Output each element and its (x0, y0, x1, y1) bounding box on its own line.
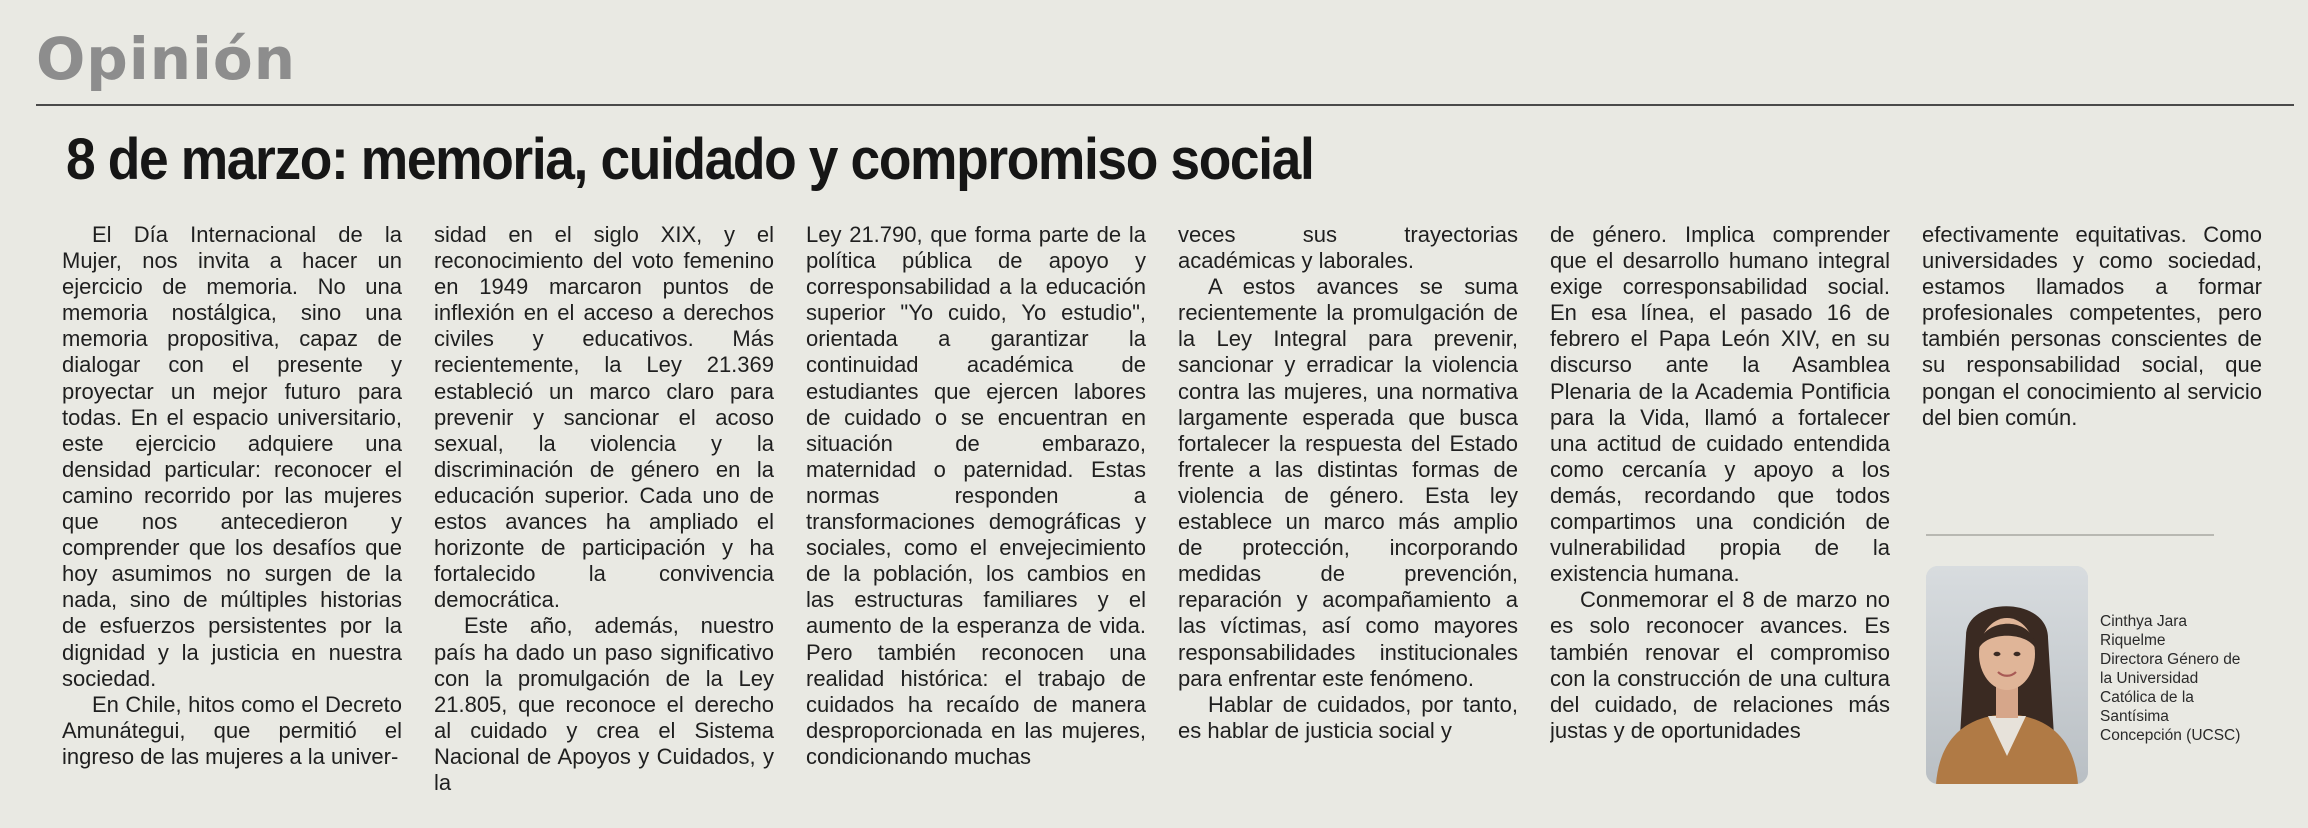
column-1 (62, 222, 402, 814)
paragraph: Este año, además, nuestro país ha dado un paso significativo con la promulgación de la Ley 21.805, que reconoce el derecho al cuidado y crea el Sistema Nacional de Apoyos y Cuidados, y la (434, 613, 774, 795)
author-title-line: la Universidad (2100, 670, 2199, 687)
author-caption (2100, 612, 2280, 745)
author-name-line: Riquelme (2100, 632, 2166, 649)
author-photo (1926, 566, 2088, 784)
column-2 (434, 222, 774, 814)
column-5 (1550, 222, 1890, 814)
paragraph: Conmemorar el 8 de marzo no es solo reconocer avances. Es también renovar el compromiso con la construcción de una cultura del cuidado, de relaciones más justas y de oportunidades (1550, 587, 1890, 743)
paragraph: Hablar de cuidados, por tanto, es hablar de justicia social y (1178, 691, 1518, 743)
section-label: Opinión (36, 25, 297, 93)
headline: 8 de marzo: memoria, cuidado y compromiso social (66, 127, 1314, 192)
paragraph: efectivamente equitativas. Como universidades y como sociedad, estamos llamados a formar profesionales competentes, pero también personas conscientes de su responsabilidad social, que pongan el conocimiento al servicio del bien común. (1922, 222, 2262, 430)
paragraph: El Día Internacional de la Mujer, nos invita a hacer un ejercicio de memoria. No una memoria nostálgica, sino una memoria propositiva, capaz de dialogar con el presente y proyectar un mejor futuro para todas. En el espacio universitario, este ejercicio adquiere una densidad particular: reconocer el camino recorrido por las mujeres que nos antecedieron y comprender que los desafíos que hoy asumimos no surgen de la nada, sino de múltiples historias de esfuerzos persistentes por la dignidad y la justicia en nuestra sociedad. (62, 222, 402, 691)
author-title-line: Directora Género de (2100, 651, 2241, 668)
author-title-line: Católica de la (2100, 689, 2194, 706)
column-3 (806, 222, 1146, 814)
author-name-line: Cinthya Jara (2100, 613, 2188, 630)
paragraph: En Chile, hitos como el Decreto Amunátegui, que permitió el ingreso de las mujeres a la univer- (62, 691, 402, 769)
author-title-line: Santísima (2100, 708, 2169, 725)
column-4 (1178, 222, 1518, 814)
paragraph: A estos avances se suma recientemente la promulgación de la Ley Integral para prevenir, sancionar y erradicar la violencia contra las mujeres, una normativa largamente esperada que busca fortalecer la respuesta del Estado frente a las distintas formas de violencia de género. Esta ley establece un marco más amplio de protección, incorporando medidas de prevención, reparación y acompañamiento a las víctimas, así como mayores responsabilidades institucionales para enfrentar este fenómeno. (1178, 274, 1518, 691)
column-6 (1922, 222, 2262, 522)
paragraph: veces sus trayectorias académicas y laborales. (1178, 222, 1518, 274)
paragraph: sidad en el siglo XIX, y el reconocimiento del voto femenino en 1949 marcaron puntos de inflexión en el acceso a derechos civiles y educativos. Más recientemente, la Ley 21.369 estableció un marco claro para prevenir y sancionar el acoso sexual, la violencia y la discriminación de género en la educación superior. Cada uno de estos avances ha ampliado el horizonte de participación y ha fortalecido la convivencia democrática. (434, 222, 774, 613)
author-rule (1926, 534, 2214, 536)
paragraph: Ley 21.790, que forma parte de la política pública de apoyo y corresponsabilidad a la educación superior "Yo cuido, Yo estudio", orientada a garantizar la continuidad académica de estudiantes que ejercen labores de cuidado o se encuentran en situación de embarazo, maternidad o paternidad. Estas normas responden a transformaciones demográficas y sociales, como el envejecimiento de la población, los cambios en las estructuras familiares y el aumento de la esperanza de vida. Pero también reconocen una realidad histórica: el trabajo de cuidados ha recaído de manera desproporcionada en las mujeres, condicionando muchas (806, 222, 1146, 769)
paragraph: de género. Implica comprender que el desarrollo humano integral exige corresponsabilidad social. En esa línea, el pasado 16 de febrero el Papa León XIV, en su discurso ante la Asamblea Plenaria de la Academia Pontificia para la Vida, llamó a fortalecer una actitud de cuidado entendida como cercanía y apoyo a los demás, recordando que todos compartimos una condición de vulnerabilidad propia de la existencia humana. (1550, 222, 1890, 587)
top-rule (36, 104, 2294, 106)
author-title-line: Concepción (UCSC) (2100, 727, 2241, 744)
